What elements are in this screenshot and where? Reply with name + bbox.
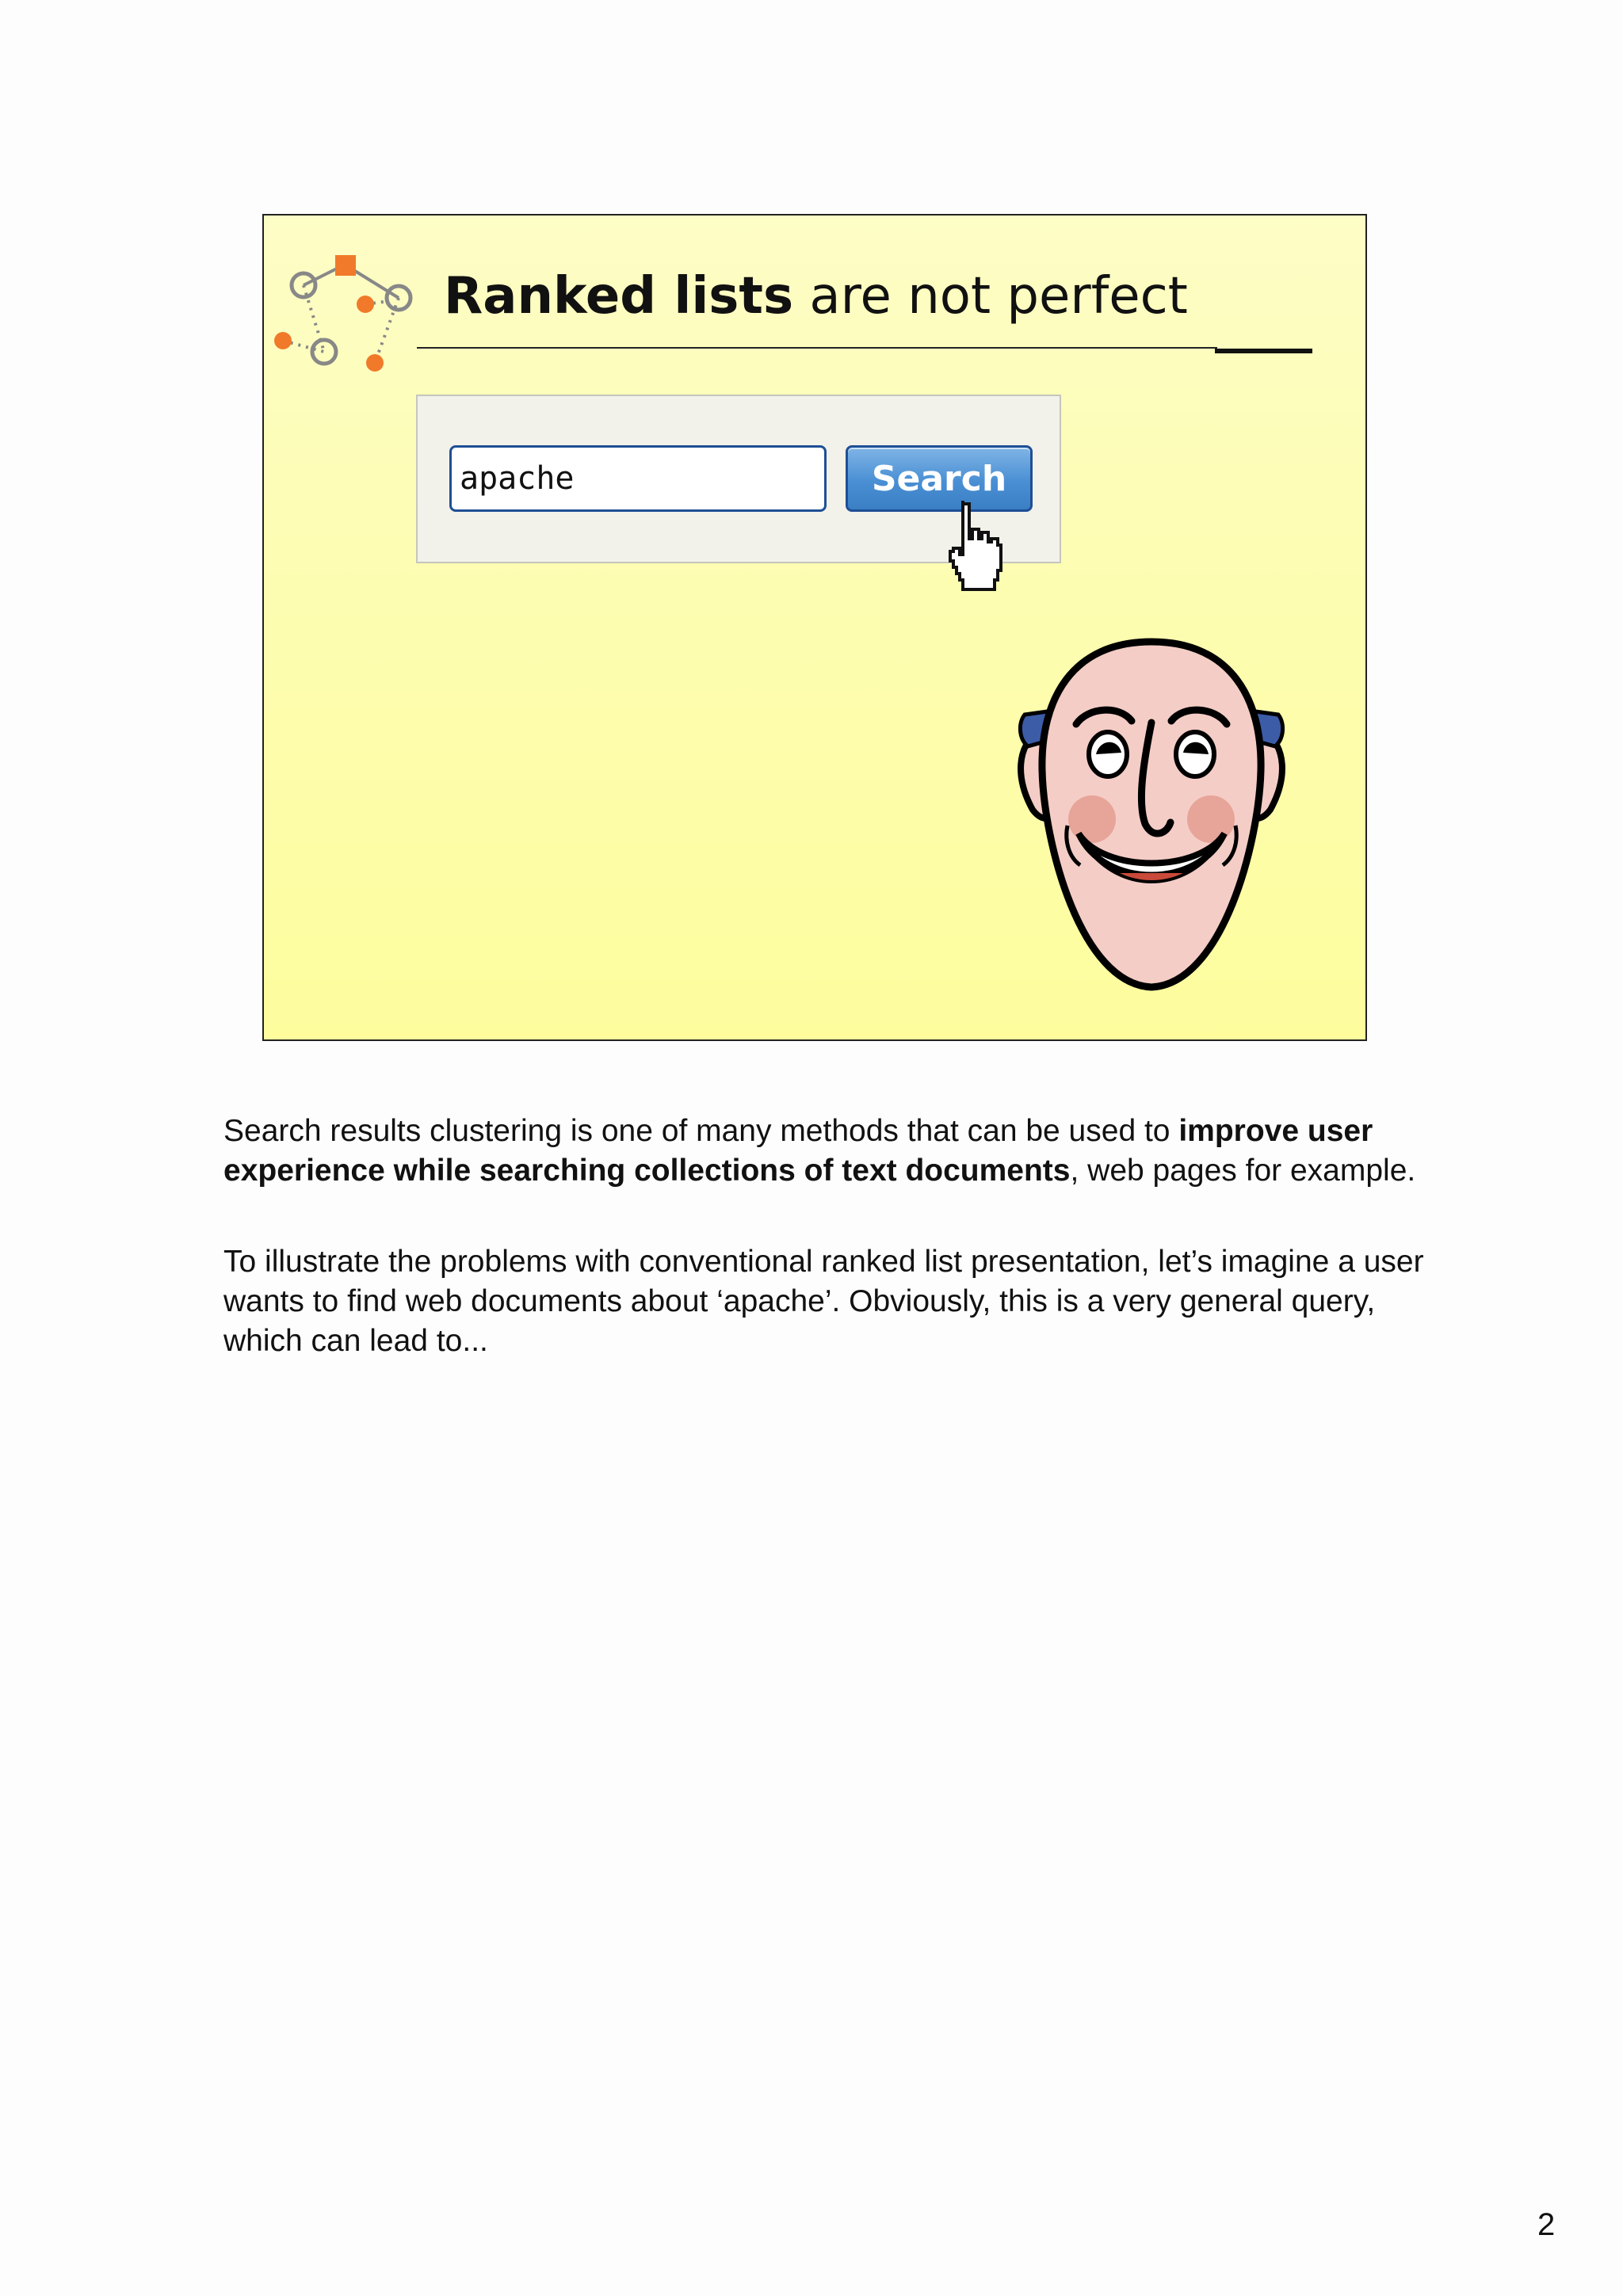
slide-title-rest: are not perfect: [793, 267, 1188, 326]
hand-pointer-cursor-icon: [938, 501, 1014, 602]
note-p1-text2: , web pages for example.: [1070, 1154, 1416, 1188]
graph-network-logo-icon: [272, 247, 430, 374]
note-p1-text1: Search results clustering is one of many methods that can be used to: [223, 1114, 1179, 1148]
slide-title-bold: Ranked lists: [444, 267, 794, 326]
search-input[interactable]: [449, 445, 827, 512]
page-number: 2: [1537, 2207, 1556, 2242]
slide-title: [444, 267, 1188, 326]
title-underline-accent: [1215, 349, 1312, 353]
title-underline: [417, 347, 1217, 349]
smiling-man-face-illustration: [1001, 635, 1302, 992]
note-paragraph-2: To illustrate the problems with conventional ranked list presentation, let’s imagine a user wants to find web documents about ‘apache’. Obviously, this is a very general query, which can lead to...: [223, 1245, 1424, 1358]
search-button[interactable]: Search: [846, 445, 1033, 512]
note-paragraph-1: [223, 1112, 1428, 1191]
note-p1-bold: improve user experience while searching collections of text documents: [223, 1114, 1373, 1188]
slide-frame: [262, 214, 1367, 1041]
